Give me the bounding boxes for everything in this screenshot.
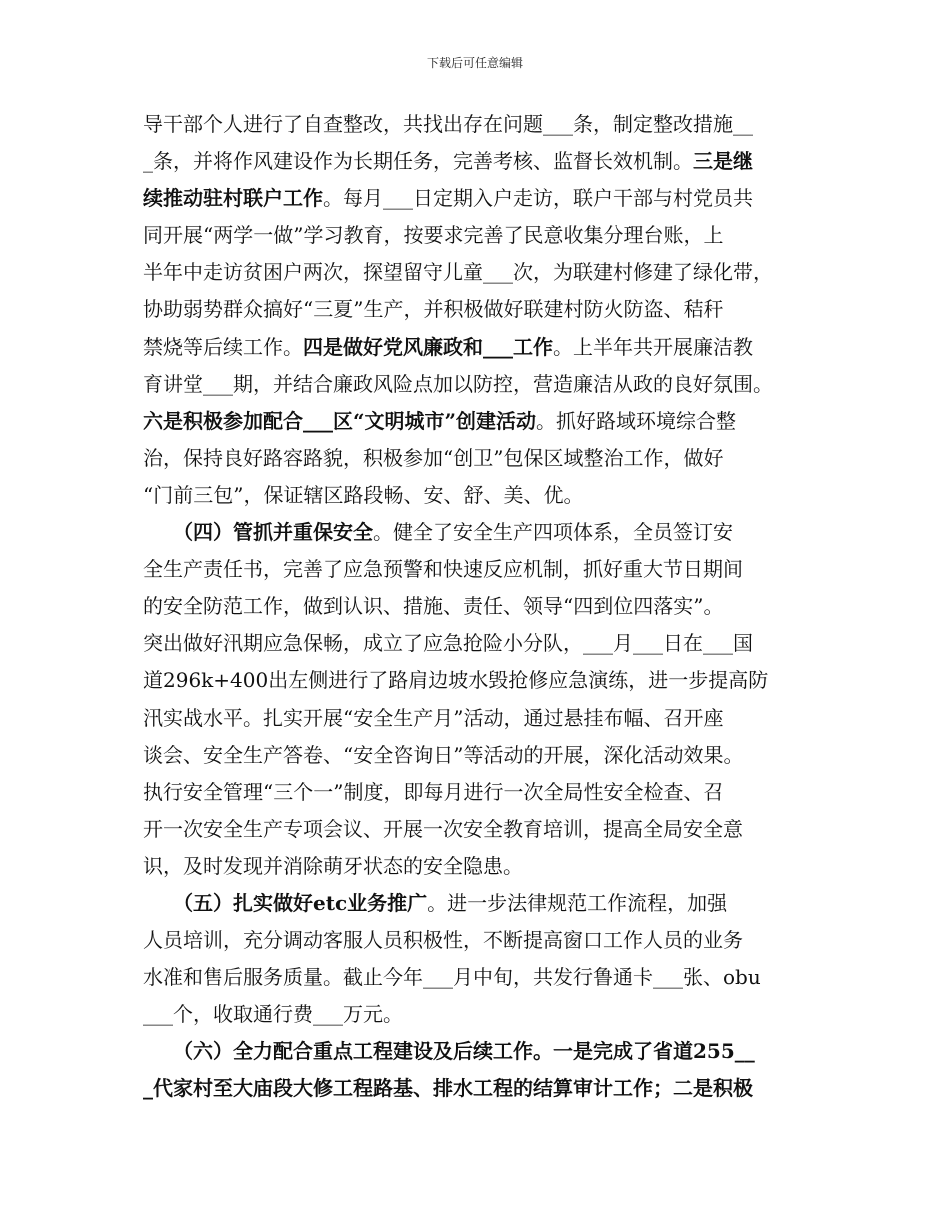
text-segment: 人员培训，充分调动客服人员积极性，不断提高窗口工作人员的业务: [143, 928, 743, 953]
text-segment: 。健全了安全生产四项体系，全员签订安: [373, 520, 733, 545]
text-segment: [143, 891, 183, 915]
text-line: [143, 737, 807, 774]
text-segment: 育讲堂___期，并结合廉政风险点加以防控，营造廉洁从政的良好氛围。: [143, 371, 773, 396]
text-line: [143, 329, 807, 366]
text-segment: 执行安全管理“三个一”制度，即每月进行一次全局性安全检查、召: [143, 779, 724, 804]
text-segment: 突出做好汛期应急保畅，成立了应急抢险小分队，___月___日在___国: [143, 631, 753, 656]
text-segment: 的安全防范工作，做到认识、措施、责任、领导“四到位四落实”。: [143, 594, 724, 619]
text-segment: 禁烧等后续工作。: [143, 334, 303, 359]
text-line: [143, 551, 807, 588]
text-segment: 。每月___日定期入户走访，联户干部与村党员共: [323, 186, 753, 211]
text-line: [143, 143, 807, 180]
document-body: [143, 106, 807, 1108]
text-line: [143, 1070, 807, 1107]
bold-text-segment: 三是继: [693, 149, 753, 174]
text-line: [143, 180, 807, 217]
bold-text-segment: _代家村至大庙段大修工程路基、排水工程的结算审计工作；二是积极: [143, 1076, 753, 1101]
text-line: [143, 700, 807, 737]
text-line: [143, 625, 807, 662]
text-line: [143, 106, 807, 143]
text-line: [143, 848, 807, 885]
page-header: 下载后可任意编辑: [426, 56, 523, 70]
bold-text-segment: （五）扎实做好etc业务推广: [183, 890, 428, 915]
text-segment: 全生产责任书，完善了应急预警和快速反应机制，抓好重大节日期间: [143, 557, 743, 582]
text-line: [143, 291, 807, 328]
text-segment: 识，及时发现并消除萌牙状态的安全隐患。: [143, 853, 523, 878]
text-segment: 。抓好路域环境综合整: [536, 408, 737, 433]
text-line: [143, 254, 807, 291]
text-segment: 治，保持良好路容路貌，积极参加“创卫”包保区域整治工作，做好: [143, 445, 724, 470]
text-segment: 。进一步法律规范工作流程，加强: [427, 890, 728, 915]
text-line: [143, 811, 807, 848]
text-segment: 协助弱势群众搞好“三夏”生产，并积极做好联建村防火防盗、秸秆: [143, 297, 724, 322]
text-segment: 半年中走访贫困户两次，探望留守儿童___次，为联建村修建了绿化带，: [143, 260, 773, 285]
text-segment: “门前三包”，保证辖区路段畅、安、舒、美、优。: [143, 482, 584, 507]
text-segment: ___个，收取通行费___万元。: [143, 1002, 403, 1027]
text-line: [143, 366, 807, 403]
text-line: [143, 662, 807, 699]
text-line: [143, 477, 807, 514]
text-segment: 开一次安全生产专项会议、开展一次安全教育培训，提高全局安全意: [143, 816, 743, 841]
text-line: [143, 996, 807, 1033]
text-segment: 道296k+400出左侧进行了路肩边坡水毁抢修应急演练，进一步提高防: [143, 668, 769, 693]
text-segment: 导干部个人进行了自查整改，共找出存在问题___条，制定整改措施__: [143, 112, 753, 136]
bold-text-segment: 续推动驻村联户工作: [143, 186, 323, 211]
text-line: [143, 514, 807, 551]
text-segment: _条，并将作风建设作为长期任务，完善考核、监督长效机制。: [143, 149, 693, 174]
text-segment: 同开展“两学一做”学习教育，按要求完善了民意收集分理台账，上: [143, 223, 724, 248]
text-line: [143, 440, 807, 477]
text-segment: 。上半年共开展廉洁教: [553, 334, 753, 359]
text-line: [143, 774, 807, 811]
text-line: [143, 959, 807, 996]
bold-text-segment: （六）全力配合重点工程建设及后续工作。一是完成了省道255__: [183, 1039, 755, 1064]
text-segment: 谈会、安全生产答卷、“安全咨询日”等活动的开展，深化活动效果。: [143, 742, 744, 767]
text-line: [143, 922, 807, 959]
bold-text-segment: 六是积极参加配合___区“文明城市”创建活动: [143, 408, 537, 433]
text-segment: 水准和售后服务质量。截止今年___月中旬，共发行鲁通卡___张、obu: [143, 965, 761, 990]
text-line: [143, 217, 807, 254]
text-segment: [143, 520, 183, 544]
bold-text-segment: （四）管抓并重保安全: [183, 520, 373, 545]
text-segment: [143, 1039, 183, 1063]
bold-text-segment: 四是做好党风廉政和___工作: [303, 334, 553, 359]
text-line: [143, 1033, 807, 1070]
text-segment: 汛实战水平。扎实开展“安全生产月”活动，通过悬挂布幅、召开座: [143, 705, 724, 730]
text-line: [143, 885, 807, 922]
text-line: [143, 403, 807, 440]
text-line: [143, 588, 807, 625]
